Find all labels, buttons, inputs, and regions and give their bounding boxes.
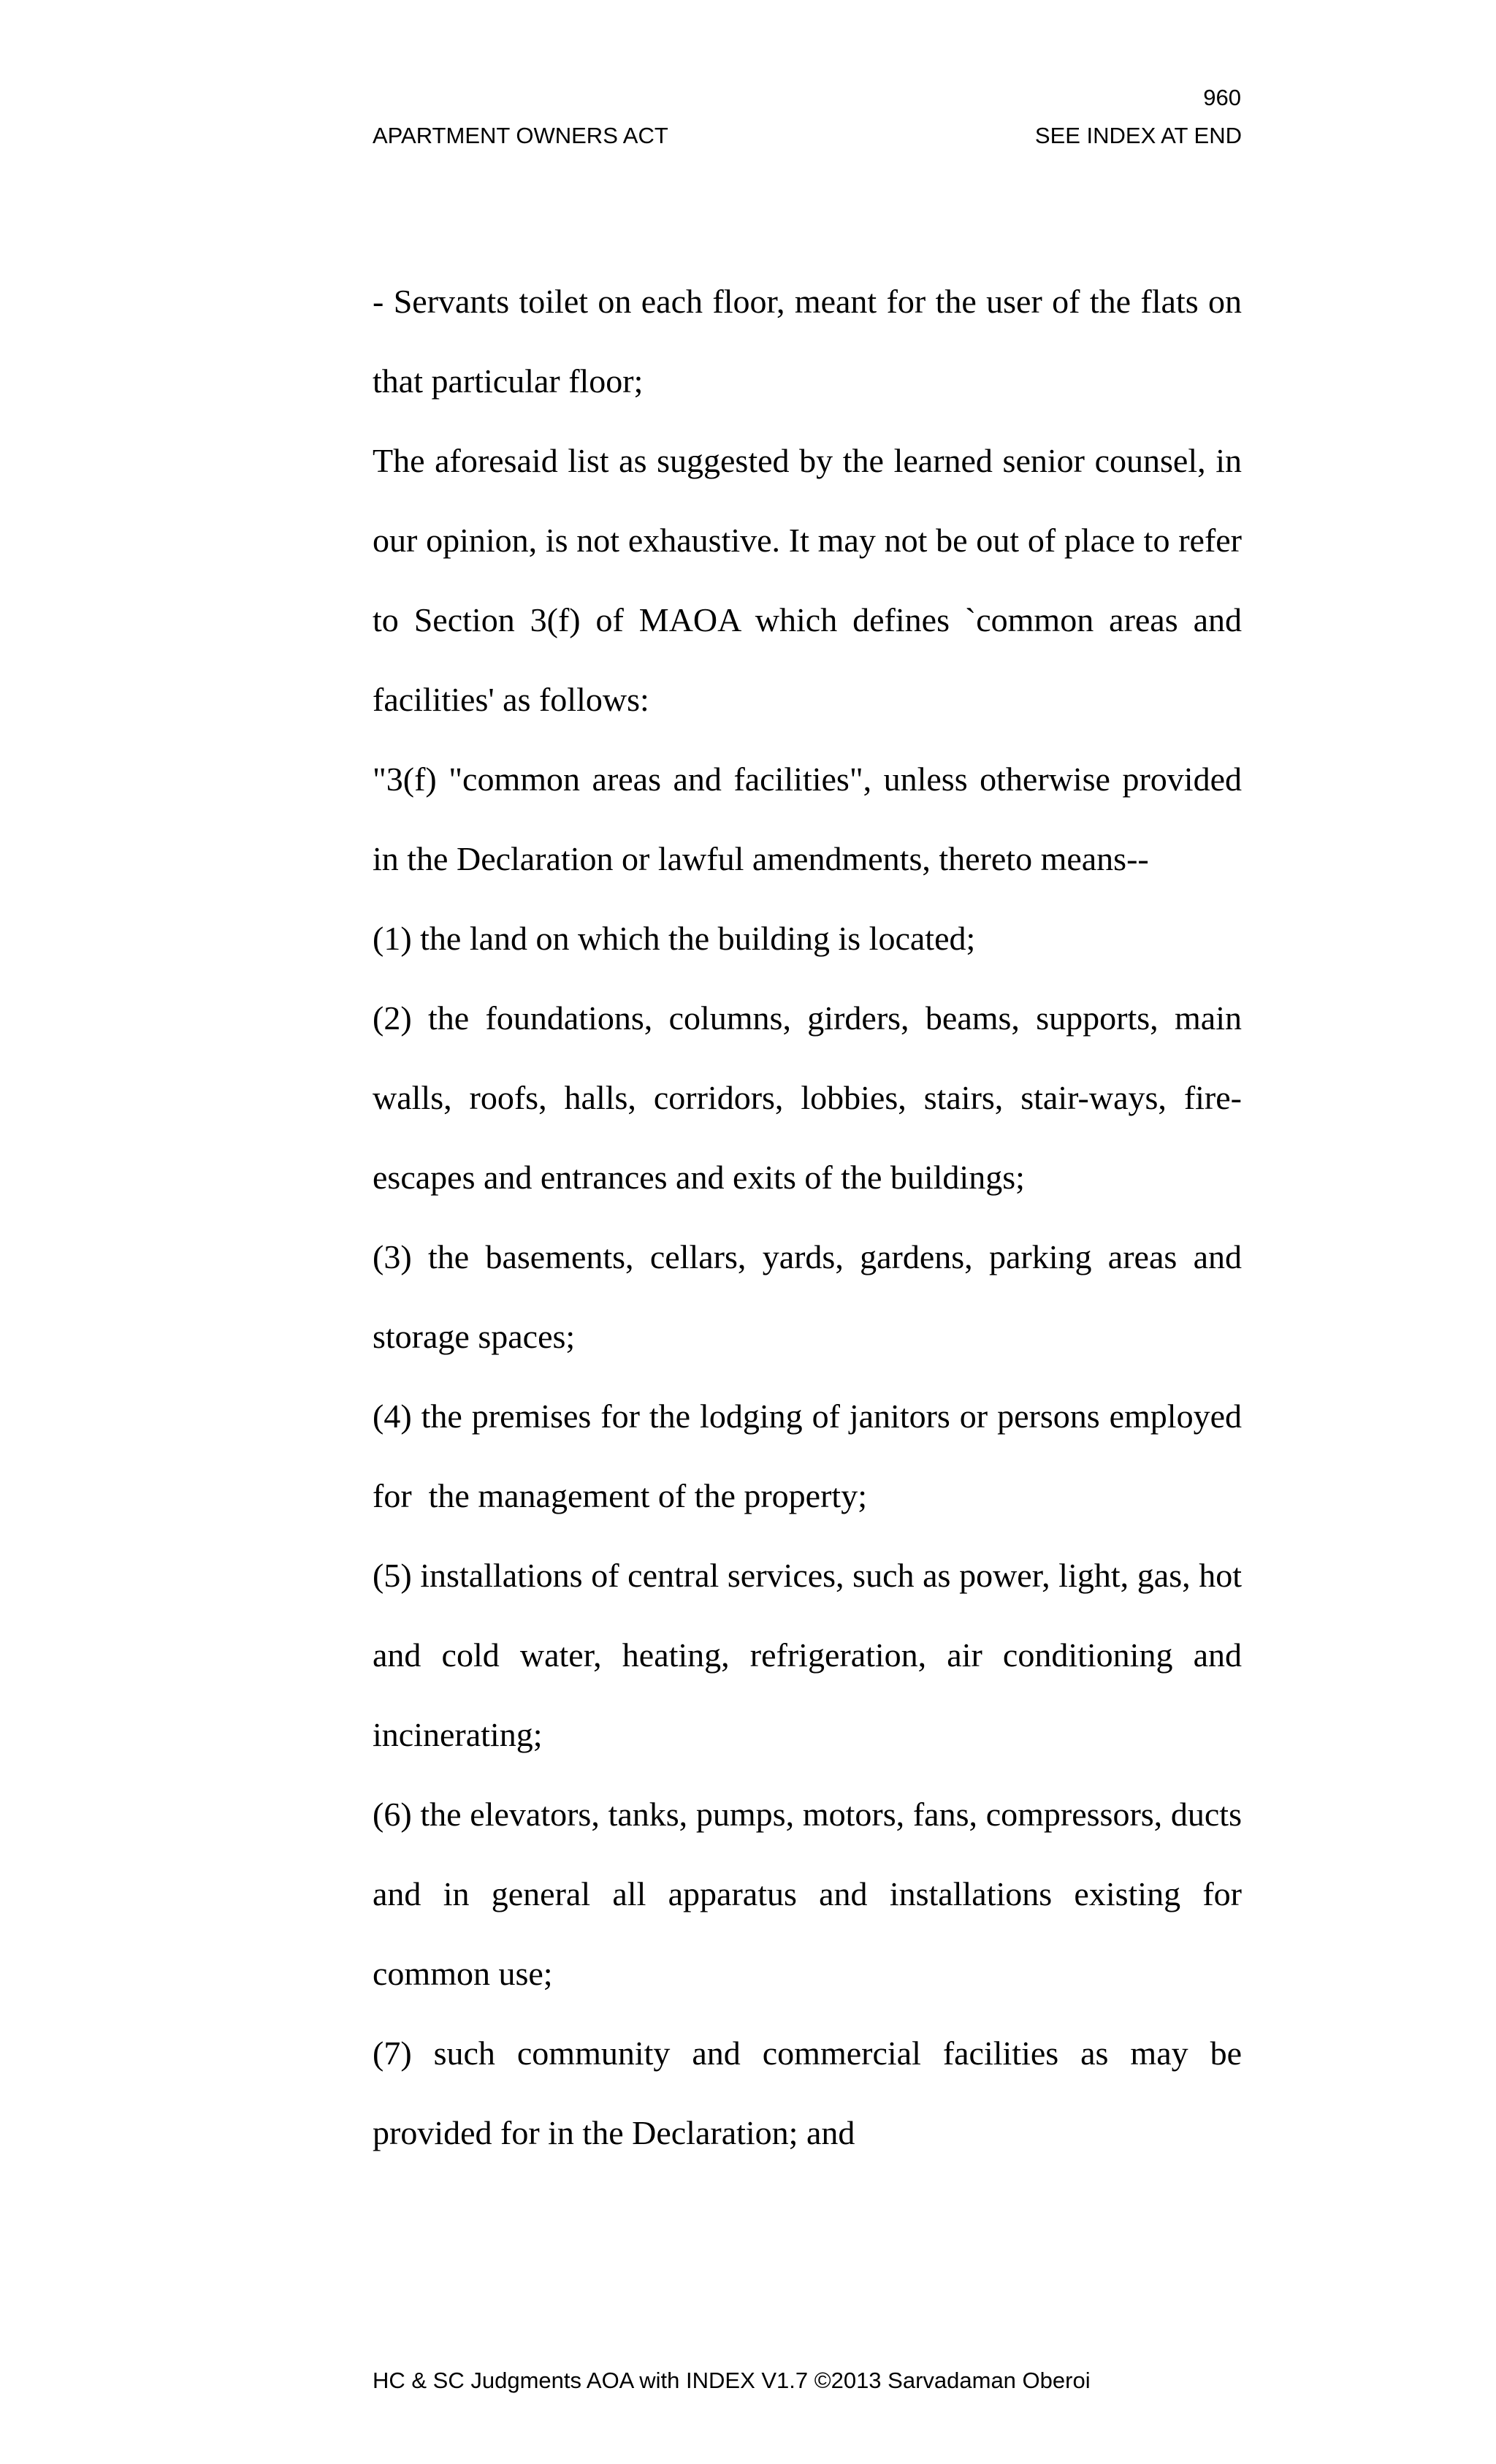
list-item-2: (2) the foundations, columns, girders, beams, supports, main walls, roofs, halls, corridors, lobbies, stairs, stair-ways, fire-escapes and entrances and exits of the buildings; bbox=[373, 999, 1251, 1196]
list-item-7: (7) such community and commercial facilities as may be provided for in the Declaration; and bbox=[373, 2034, 1251, 2151]
document-body bbox=[373, 262, 1259, 2173]
list-item-4: (4) the premises for the lodging of janitors or persons employed for the management of the property; bbox=[373, 1397, 1259, 1514]
list-item-1: (1) the land on which the building is located; bbox=[373, 920, 976, 957]
paragraph-aforesaid-list: The aforesaid list as suggested by the learned senior counsel, in our opinion, is not exhaustive. It may not be out of place to refer to Section 3(f) of MAOA which defines `common areas and facilities' as follows: bbox=[373, 442, 1251, 718]
list-item-6: (6) the elevators, tanks, pumps, motors, fans, compressors, ducts and in general all apparatus and installations existing for common use; bbox=[373, 1796, 1251, 1992]
running-header bbox=[373, 124, 1242, 147]
header-title: APARTMENT OWNERS ACT bbox=[373, 123, 668, 148]
paragraph-servants-toilet: - Servants toilet on each floor, meant for the user of the flats on that particular floor; bbox=[373, 283, 1251, 400]
page-number: 960 bbox=[1203, 85, 1241, 110]
list-item-3: (3) the basements, cellars, yards, gardens, parking areas and storage spaces; bbox=[373, 1238, 1251, 1355]
header-index-note: SEE INDEX AT END bbox=[1034, 123, 1242, 148]
list-item-5: (5) installations of central services, such as power, light, gas, hot and cold water, heating, refrigeration, air conditioning and incinerating; bbox=[373, 1557, 1251, 1753]
page-footer: HC & SC Judgments AOA with INDEX V1.7 ©2013 Sarvadaman Oberoi bbox=[373, 2368, 1091, 2393]
paragraph-section-3f-definition: "3(f) "common areas and facilities", unless otherwise provided in the Declaration or lawful amendments, thereto means-- bbox=[373, 760, 1251, 877]
